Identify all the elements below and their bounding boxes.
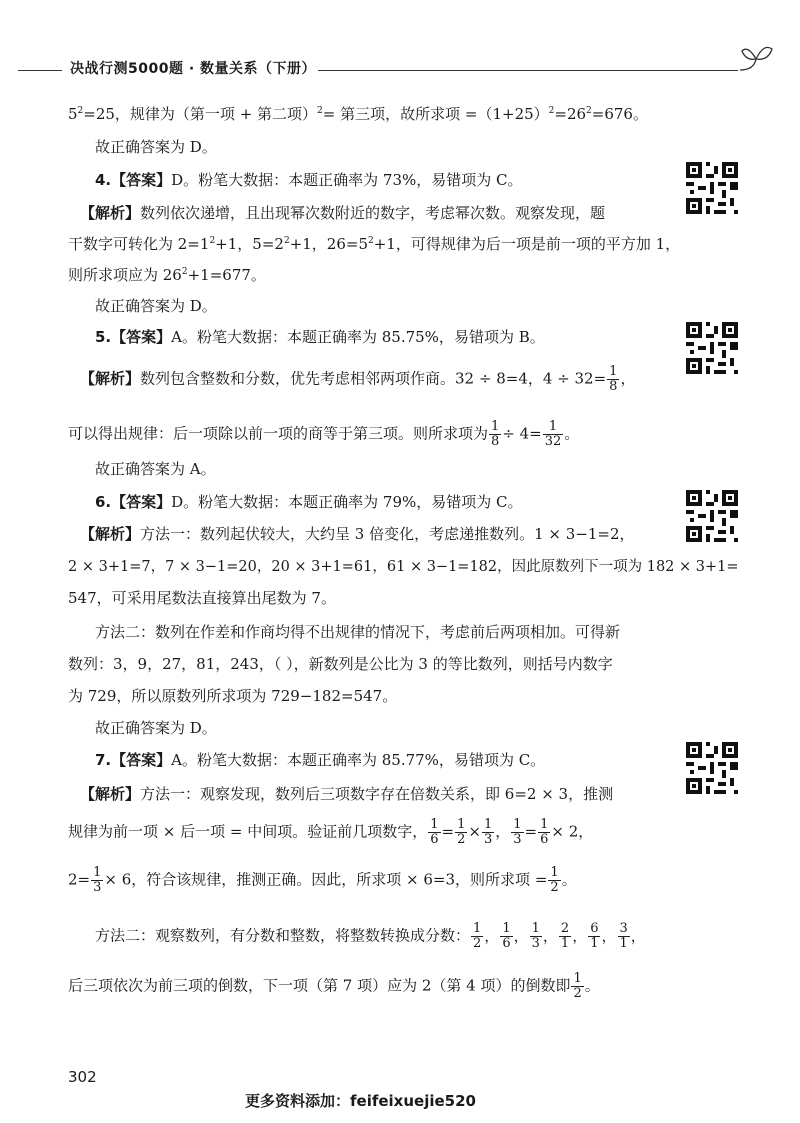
header-rule-right [318,70,738,71]
header-title: 决战行测5000题 · 数量关系（下册） [70,61,317,77]
qr-code-q6[interactable] [686,490,738,542]
q7-analysis-line1: 【解析】方法一：观察发现，数列后三项数字存在倍数关系，即 6=2 × 3，推测 [80,785,614,803]
fraction: $\frac{1}{6}$ [540,817,549,847]
comma: ， [572,926,588,945]
fraction: $\frac{1}{6}$ [430,817,439,847]
q6-analysis-line1: 【解析】方法一：数列起伏较大，大约呈 3 倍变化，考虑递推数列。1 × 3−1=2， [80,525,635,543]
q5-analysis-line1: 【解析】数列包含整数和分数，优先考虑相邻两项作商。32 ÷ 8=4，4 ÷ 32= $\frac{1}{8}$ ， [80,364,636,394]
q6-analysis-line2: 2 × 3+1=7，7 × 3−1=20，20 × 3+1=61，61 × 3−1=182，因此原数列下一项为 182 × 3+1= [68,559,739,575]
q3-conclusion: 故正确答案为 D。 [95,138,217,156]
q7-method2-line1: 方法二：观察数列，有分数和整数，将整数转换成分数： $\frac{1}{2}$ ， $\frac{1}{6}$ ， $\frac{1}{3}$ ， $\frac{2}{1}$ ， $\frac{6}{1}$ ， $\frac{3}{1}$ ， [95,921,646,951]
qr-code-q7[interactable] [686,742,738,794]
q4-conclusion: 故正确答案为 D。 [95,297,217,315]
footer-contact: 更多资料添加：feifeixuejie520 [245,1092,476,1110]
fraction: $\frac{2}{1}$ [560,921,570,951]
q7-analysis-line2: 规律为前一项 × 后一项 = 中间项。验证前几项数字， $\frac{1}{6}$ = $\frac{1}{2}$ × $\frac{1}{3}$ ， $\frac{1}{3}$ = $\frac{1}{6}$ × 2， [68,817,594,847]
fraction: $\frac{1}{2}$ [550,865,559,895]
running-header [18,55,778,85]
page-number: 302 [68,1068,97,1086]
qr-code-icon [686,742,738,794]
sprout-icon [736,39,776,79]
comma: ， [601,926,617,945]
fraction: $\frac{6}{1}$ [590,921,599,951]
fraction: $\frac{1}{2}$ [573,971,582,1001]
q6-analysis-line3: 547，可采用尾数法直接算出尾数为 7。 [68,589,336,607]
comma: ， [542,926,558,945]
q6-method2-line3: 为 729，所以原数列所求项为 729−182=547。 [68,687,398,705]
comma: ， [484,926,500,945]
q7-answer-line: 7.【答案】A。粉笔大数据：本题正确率为 85.77%，易错项为 C。 [95,751,546,769]
q6-conclusion: 故正确答案为 D。 [95,719,217,737]
header-rule-left [18,70,62,71]
qr-code-q5[interactable] [686,322,738,374]
q4-answer-line: 4.【答案】D。粉笔大数据：本题正确率为 73%，易错项为 C。 [95,171,523,189]
fraction: $\frac{1}{3}$ [93,865,102,895]
fraction: $\frac{1}{8}$ [491,419,500,449]
comma: ， [630,926,646,945]
qr-code-icon [686,490,738,542]
q5-analysis-line2: 可以得出规律：后一项除以前一项的商等于第三项。则所求项为 $\frac{1}{8}$ ÷ 4= $\frac{1}{32}$ 。 [68,419,580,449]
q3-formula-line: $5^2=25$，规律为（第一项 + 第二项）$^2$= 第三项，故所求项 $=(1+25)^2=26^2=676$。 [68,105,648,123]
fraction: $\frac{3}{1}$ [619,921,628,951]
qr-code-icon [686,162,738,214]
fraction: $\frac{1}{6}$ [502,921,511,951]
q6-method2-line1: 方法二：数列在作差和作商均得不出规律的情况下，考虑前后两项相加。可得新 [95,623,621,641]
q6-method2-line2: 数列：3，9，27，81，243，（ ），新数列是公比为 3 的等比数列，则括号内数字 [68,655,613,673]
fraction: $\frac{1}{3}$ [483,817,493,847]
qr-code-q4[interactable] [686,162,738,214]
q6-answer-line: 6.【答案】D。粉笔大数据：本题正确率为 79%，易错项为 C。 [95,493,523,511]
q5-answer-line: 5.【答案】A。粉笔大数据：本题正确率为 85.75%，易错项为 B。 [95,328,545,346]
fraction: $\frac{1}{8}$ [609,364,618,394]
fraction: $\frac{1}{3}$ [531,921,540,951]
q4-analysis-line3: 则所求项应为 $26^2+1=677$。 [68,266,266,284]
fraction: $\frac{1}{3}$ [513,817,522,847]
qr-code-icon [686,322,738,374]
q5-conclusion: 故正确答案为 A。 [95,460,216,478]
comma: ， [513,926,529,945]
q4-analysis-line1: 【解析】数列依次递增，且出现幂次数附近的数字，考虑幂次数。观察发现，题 [80,204,606,222]
fraction: $\frac{1}{32}$ [544,419,562,449]
q4-analysis-line2: 干数字可转化为 $2=1^2+1$，$5=2^2+1$，$26=5^2+1$，可得规律为后一项是前一项的平方加 1， [68,235,681,253]
q7-analysis-line3: 2= $\frac{1}{3}$ × 6，符合该规律，推测正确。因此，所求项 × 6=3，则所求项 = $\frac{1}{2}$ 。 [68,865,577,895]
q7-method2-line2: 后三项依次为前三项的倒数，下一项（第 7 项）应为 2（第 4 项）的倒数即 $\frac{1}{2}$ 。 [68,971,600,1001]
fraction: $\frac{1}{2}$ [457,817,466,847]
fraction-sequence [470,921,646,951]
fraction: $\frac{1}{2}$ [473,921,482,951]
